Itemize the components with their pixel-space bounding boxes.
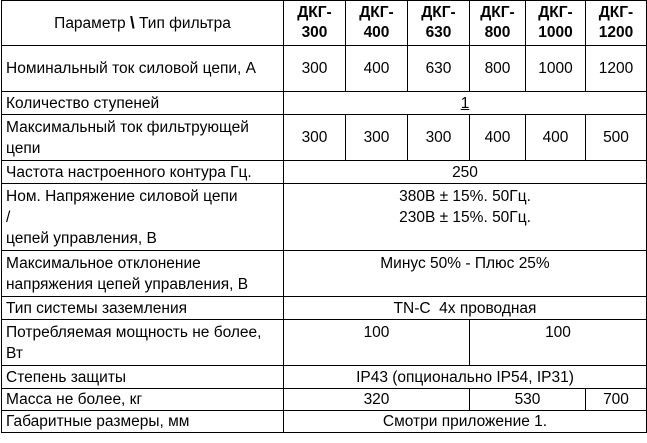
row-stages [2, 92, 647, 115]
protection-label: Степень защиты [2, 366, 284, 389]
max-filter-current-630: 300 [408, 115, 470, 161]
power-label: Потребляемая мощность не более, Вт [2, 320, 284, 366]
type-size: 630 [425, 24, 452, 41]
type-name: ДКГ- [421, 4, 456, 21]
max-filter-current-1000: 400 [526, 115, 586, 161]
row-grounding [2, 297, 647, 320]
nominal-current-800: 800 [470, 46, 526, 92]
max-filter-current-label: Максимальный ток фильтрующей цепи [2, 115, 284, 161]
max-filter-current-300: 300 [284, 115, 346, 161]
dimensions-label: Габаритные размеры, мм [2, 411, 284, 433]
tuned-frequency-label: Частота настроенного контура Гц. [2, 161, 284, 184]
grounding-value: TN-C 4х проводная [284, 297, 647, 320]
type-size: 800 [484, 24, 511, 41]
max-filter-current-800: 400 [470, 115, 526, 161]
nominal-current-1200: 1200 [586, 46, 647, 92]
nominal-current-label: Номинальный ток силовой цепи, А [2, 46, 284, 92]
type-name: ДКГ- [598, 4, 634, 21]
nominal-current-1000: 1000 [526, 46, 586, 92]
max-deviation-label: Максимальное отклонение напряжения цепей управления, В [2, 251, 284, 297]
max-filter-current-1200: 500 [586, 115, 647, 161]
row-protection [2, 366, 647, 389]
table-header-row [2, 1, 647, 46]
mass-value-a: 320 [284, 389, 470, 411]
nominal-current-400: 400 [346, 46, 408, 92]
nominal-voltage-label-cell [2, 184, 284, 251]
type-size: 1000 [538, 24, 573, 41]
stages-value-cell [284, 92, 647, 115]
row-tuned-frequency [2, 161, 647, 184]
nominal-voltage-label-line1: Ном. Напряжение силовой цепи [6, 187, 238, 205]
row-mass [2, 389, 647, 411]
row-max-deviation [2, 251, 647, 297]
mass-value-b: 530 [470, 389, 586, 411]
header-type-1200 [586, 1, 647, 46]
type-name: ДКГ- [538, 4, 573, 21]
nominal-current-300: 300 [284, 46, 346, 92]
type-name: ДКГ- [297, 4, 332, 21]
filter-spec-table [1, 0, 647, 433]
max-filter-current-400: 300 [346, 115, 408, 161]
row-nominal-voltage [2, 184, 647, 251]
power-value-b: 100 [470, 320, 647, 366]
protection-value: IP43 (опционально IP54, IP31) [284, 366, 647, 389]
header-separator: \ [129, 13, 135, 32]
header-type-800 [470, 1, 526, 46]
row-dimensions [2, 411, 647, 433]
nominal-current-630: 630 [408, 46, 470, 92]
nominal-voltage-value-line2: 230В ± 15%. 50Гц. [399, 209, 531, 226]
power-value-a: 100 [284, 320, 470, 366]
header-type-400 [346, 1, 408, 46]
header-type-630 [408, 1, 470, 46]
header-type-label: Тип фильтра [139, 15, 231, 32]
type-size: 1200 [598, 24, 634, 41]
stages-label: Количество ступеней [2, 92, 284, 115]
row-nominal-current [2, 46, 647, 92]
max-deviation-value: Минус 50% - Плюс 25% [284, 251, 647, 297]
type-name: ДКГ- [359, 4, 394, 21]
mass-label: Масса не более, кг [2, 389, 284, 411]
nominal-voltage-value-line1: 380В ± 15%. 50Гц. [399, 188, 531, 205]
dimensions-value: Смотри приложение 1. [284, 411, 647, 433]
nominal-voltage-label-line3: цепей управления, В [6, 229, 157, 247]
tuned-frequency-value: 250 [284, 161, 647, 184]
stages-value: 1 [460, 94, 470, 112]
type-size: 400 [363, 24, 390, 41]
header-param-cell [2, 1, 284, 46]
nominal-voltage-value-cell [284, 184, 647, 251]
nominal-voltage-label-line2: / [6, 208, 11, 226]
header-param-label: Параметр [54, 15, 126, 32]
row-max-filter-current [2, 115, 647, 161]
row-power [2, 320, 647, 366]
mass-value-c: 700 [586, 389, 647, 411]
type-name: ДКГ- [480, 4, 515, 21]
grounding-label: Тип системы заземления [2, 297, 284, 320]
header-type-300 [284, 1, 346, 46]
header-type-1000 [526, 1, 586, 46]
type-size: 300 [301, 24, 328, 41]
